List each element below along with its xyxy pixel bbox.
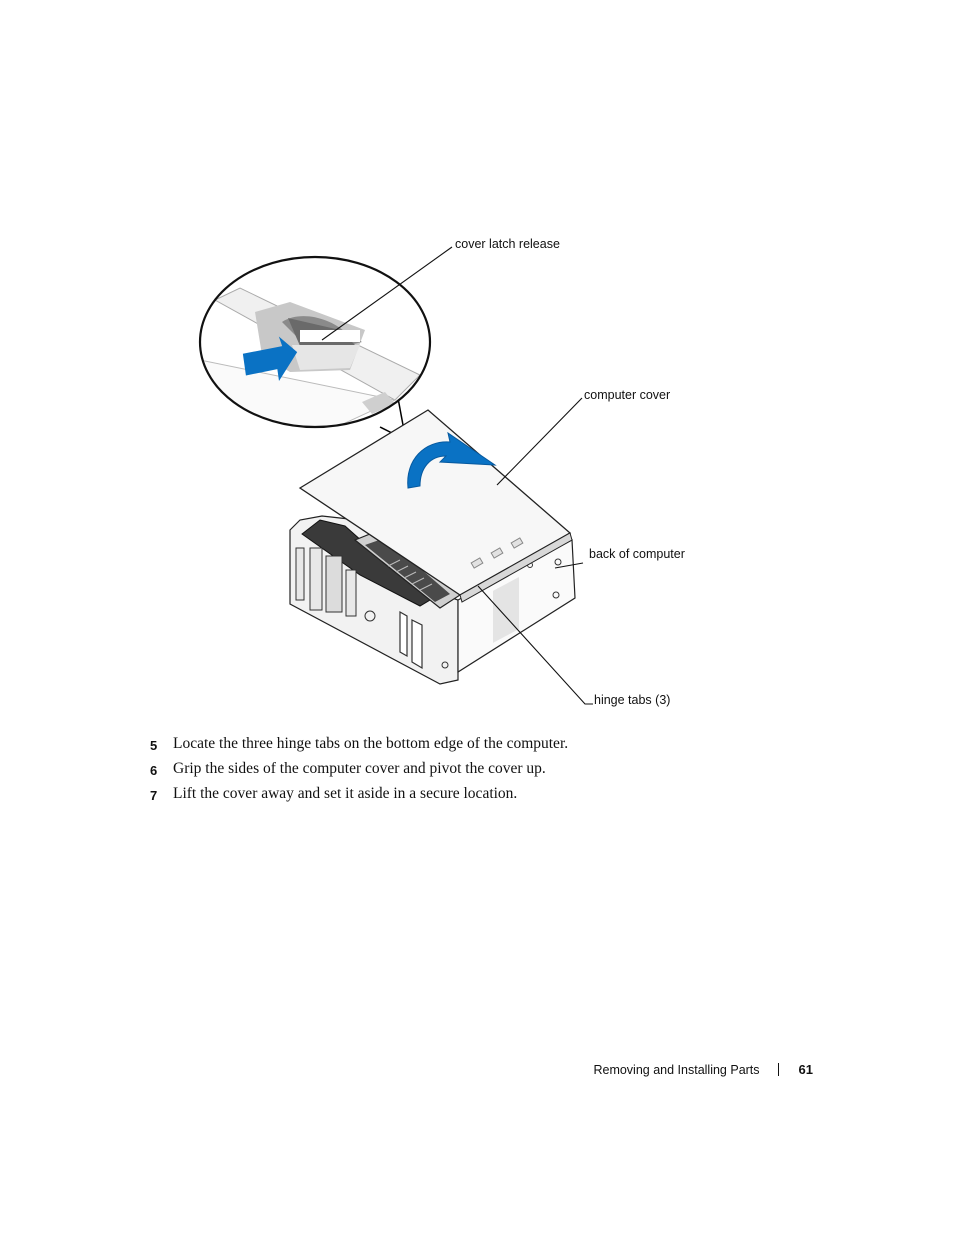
step-number: 5 — [150, 738, 158, 753]
step-item — [150, 783, 850, 808]
instruction-steps — [150, 733, 850, 808]
footer-section-title: Removing and Installing Parts — [593, 1062, 760, 1077]
callout-hinge-tabs: hinge tabs (3) — [594, 693, 671, 707]
page-number: 61 — [798, 1062, 813, 1077]
step-item — [150, 758, 850, 783]
callout-computer-cover: computer cover — [584, 388, 671, 402]
step-text: Grip the sides of the computer cover and pivot the cover up. — [173, 760, 546, 777]
callout-back-of-computer: back of computer — [589, 547, 685, 561]
step-text: Lift the cover away and set it aside in a secure location. — [173, 785, 518, 802]
step-item — [150, 733, 850, 758]
callout-cover-latch-release: cover latch release — [455, 237, 560, 251]
footer-divider — [778, 1063, 779, 1076]
page-footer — [593, 1062, 813, 1077]
step-number: 7 — [150, 788, 158, 803]
step-text: Locate the three hinge tabs on the bottom edge of the computer. — [173, 735, 569, 752]
step-number: 6 — [150, 763, 158, 778]
